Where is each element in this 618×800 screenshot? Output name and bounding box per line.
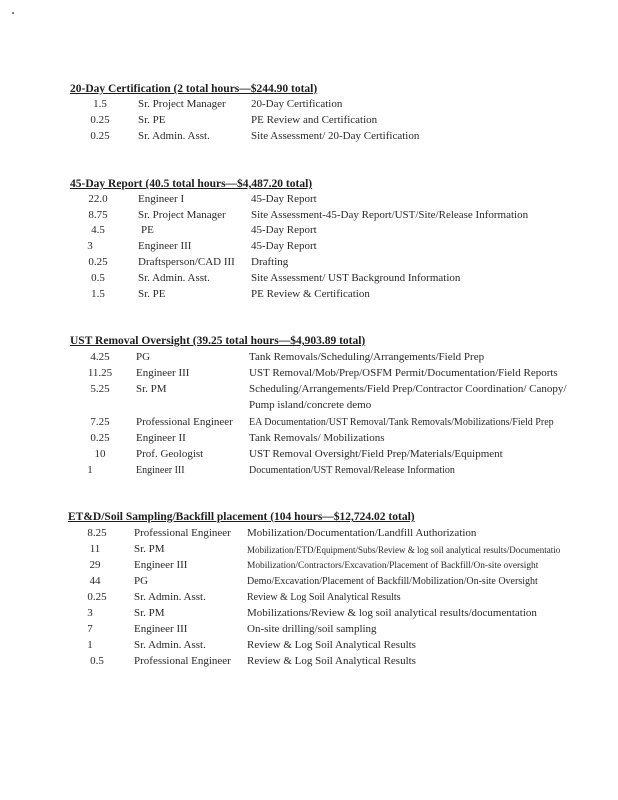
role-cell: PG [136, 351, 151, 363]
task-cell: Site Assessment-45-Day Report/UST/Site/Release Information [251, 209, 529, 221]
hours-cell: 4.5 [91, 224, 105, 236]
table-row [0, 193, 618, 209]
task-cell: Tank Removals/ Mobilizations [249, 432, 385, 444]
task-cell: PE Review and Certification [251, 114, 378, 126]
task-cell: Site Assessment/ 20-Day Certification [251, 130, 420, 142]
hours-cell: 22.0 [88, 193, 108, 205]
hours-cell: 3 [87, 240, 93, 252]
table-row [0, 591, 618, 607]
table-row [0, 639, 618, 655]
task-cell: Tank Removals/Scheduling/Arrangements/Field Prep [249, 351, 485, 363]
role-cell: Professional Engineer [136, 416, 233, 428]
table-row [0, 98, 618, 114]
role-cell: Engineer III [136, 465, 185, 476]
role-cell: Engineer III [136, 367, 190, 379]
hours-cell: 0.25 [90, 130, 110, 142]
task-cell: UST Removal/Mob/Prep/OSFM Permit/Documentation/Field Reports [249, 367, 558, 379]
table-row [0, 559, 618, 575]
task-cell: EA Documentation/UST Removal/Tank Removals/Mobilizations/Field Prep [249, 417, 554, 428]
hours-cell: 1.5 [91, 288, 105, 300]
task-cell: Mobilizations/Review & log soil analytical results/documentation [247, 607, 537, 619]
table-row [0, 256, 618, 272]
hours-cell: 11.25 [87, 367, 113, 379]
hours-cell: 44 [89, 575, 101, 587]
hours-cell: 5.25 [90, 383, 110, 395]
task-cell: Review & Log Soil Analytical Results [247, 639, 416, 651]
task-cell: Site Assessment/ UST Background Information [251, 272, 461, 284]
task-cell: Demo/Excavation/Placement of Backfill/Mobilization/On-site Oversight [247, 576, 538, 587]
table-row [0, 224, 618, 240]
role-cell: Engineer I [138, 193, 185, 205]
role-cell: Professional Engineer [134, 655, 231, 667]
role-cell: Sr. PM [134, 543, 165, 555]
table-row [0, 288, 618, 304]
table-row [0, 464, 618, 480]
table-row [0, 114, 618, 130]
table-row [0, 448, 618, 464]
hours-cell: 4.25 [90, 351, 110, 363]
role-cell: Sr. Project Manager [138, 98, 226, 110]
role-cell: Engineer II [136, 432, 186, 444]
table-row [0, 655, 618, 671]
task-cell: Documentation/UST Removal/Release Information [249, 465, 455, 476]
hours-cell: 0.25 [90, 114, 110, 126]
table-row [0, 527, 618, 543]
task-cell: 45-Day Report [251, 224, 317, 236]
hours-cell: 10 [94, 448, 106, 460]
hours-cell: 7 [87, 623, 93, 635]
role-cell: Sr. Project Manager [138, 209, 226, 221]
section-heading: UST Removal Oversight (39.25 total hours—$4,903.89 total) [70, 335, 366, 347]
task-cell: Review & Log Soil Analytical Results [247, 592, 401, 603]
hours-cell: 3 [87, 607, 93, 619]
role-cell: Sr. Admin. Asst. [134, 639, 206, 651]
task-cell: 20-Day Certification [251, 98, 343, 110]
section-heading: 45-Day Report (40.5 total hours—$4,487.20 total) [70, 178, 313, 190]
table-row [0, 607, 618, 623]
task-cell: 45-Day Report [251, 240, 317, 252]
task-cell: PE Review & Certification [251, 288, 370, 300]
table-row [0, 351, 618, 367]
role-cell: Sr. PE [138, 114, 166, 126]
hours-cell: 8.75 [88, 209, 108, 221]
role-cell: Prof. Geologist [136, 448, 204, 460]
role-cell: Engineer III [134, 623, 188, 635]
role-cell: Engineer III [138, 240, 192, 252]
task-cell: 45-Day Report [251, 193, 317, 205]
table-row [0, 209, 618, 225]
role-cell: Sr. Admin. Asst. [134, 591, 206, 603]
hours-cell: 8.25 [87, 527, 107, 539]
task-cell: Drafting [251, 256, 289, 268]
role-cell: PE [141, 224, 154, 236]
hours-cell: 0.25 [88, 256, 108, 268]
hours-cell: 0.5 [90, 655, 104, 667]
role-cell: PG [134, 575, 149, 587]
task-cell-continuation: Pump island/concrete demo [249, 399, 372, 411]
hours-cell: 0.5 [91, 272, 105, 284]
table-row [0, 575, 618, 591]
hours-cell: 0.25 [87, 591, 107, 603]
table-row [0, 272, 618, 288]
table-row [0, 240, 618, 256]
role-cell: Sr. Admin. Asst. [138, 130, 210, 142]
hours-cell: 29 [89, 559, 101, 571]
role-cell: Draftsperson/CAD III [138, 256, 235, 268]
section-heading: 20-Day Certification (2 total hours—$244.90 total) [70, 83, 318, 95]
role-cell: Professional Engineer [134, 527, 231, 539]
hours-cell: 1 [87, 639, 93, 651]
task-cell: On-site drilling/soil sampling [247, 623, 377, 635]
role-cell: Sr. PM [134, 607, 165, 619]
hours-cell: 11 [89, 543, 101, 555]
table-row [0, 130, 618, 146]
role-cell: Sr. Admin. Asst. [138, 272, 210, 284]
table-row [0, 383, 618, 399]
table-row [0, 432, 618, 448]
task-cell: Mobilization/Contractors/Excavation/Placement of Backfill/On-site oversight [247, 561, 539, 571]
table-row [0, 367, 618, 383]
task-cell: Review & Log Soil Analytical Results [247, 655, 416, 667]
table-row [0, 623, 618, 639]
hours-cell: 0.25 [90, 432, 110, 444]
hours-cell: 1 [87, 464, 93, 476]
section-heading: ET&D/Soil Sampling/Backfill placement (104 hours—$12,724.02 total) [68, 511, 415, 523]
role-cell: Sr. PM [136, 383, 167, 395]
hours-cell: 1.5 [93, 98, 107, 110]
hours-cell: 7.25 [90, 416, 110, 428]
task-cell: Scheduling/Arrangements/Field Prep/Contractor Coordination/ Canopy/ [249, 383, 567, 395]
scan-speck [12, 12, 14, 14]
task-cell: UST Removal Oversight/Field Prep/Materials/Equipment [249, 448, 503, 460]
task-cell: Mobilization/ETD/Equipment/Subs/Review & log soil analytical results/Documentatio [247, 545, 561, 555]
table-row [0, 543, 618, 559]
role-cell: Sr. PE [138, 288, 166, 300]
role-cell: Engineer III [134, 559, 188, 571]
task-cell: Mobilization/Documentation/Landfill Authorization [247, 527, 477, 539]
table-row [0, 416, 618, 432]
